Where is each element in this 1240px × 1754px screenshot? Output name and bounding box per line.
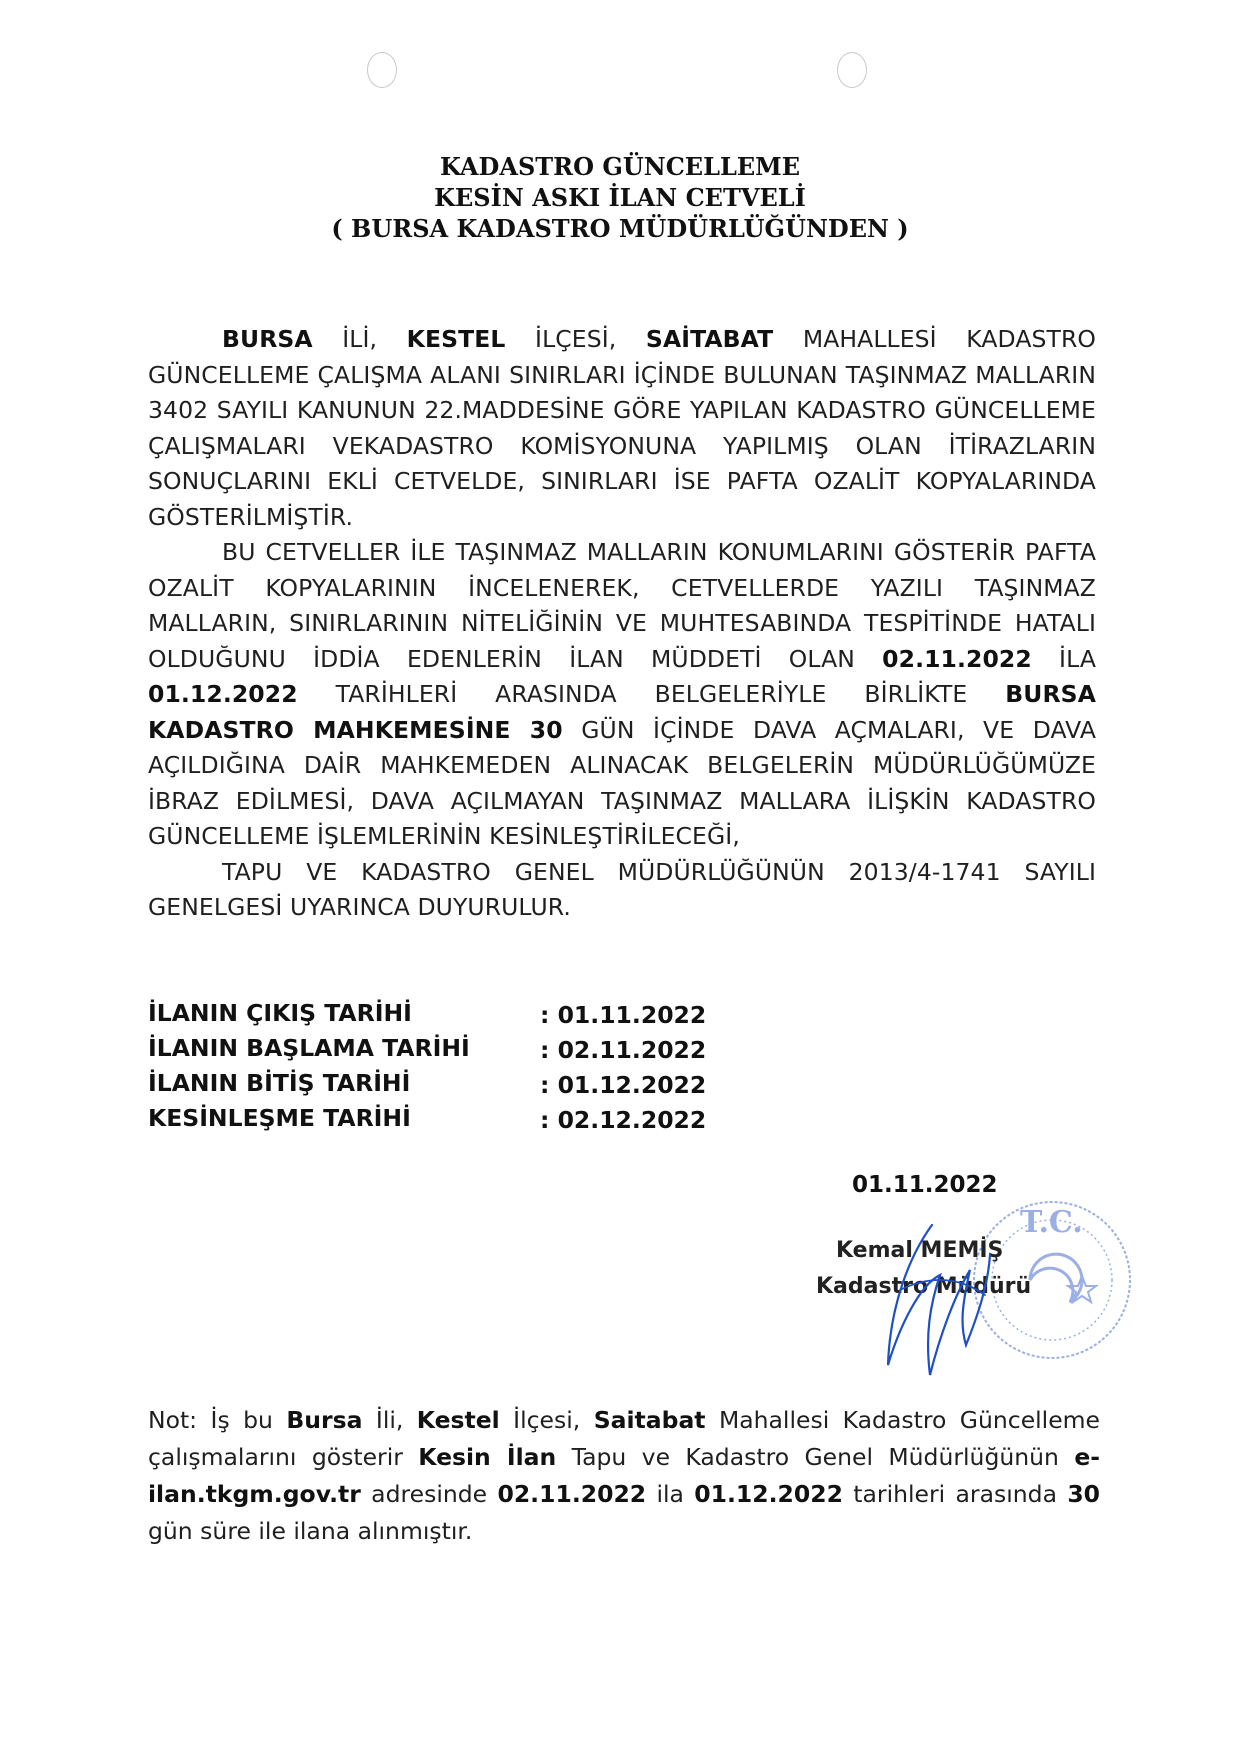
start-date: 02.11.2022 bbox=[882, 644, 1032, 673]
note-website: e-ilan.tkgm.gov.tr bbox=[148, 1443, 1101, 1508]
text-span: Not: İş bu bbox=[148, 1406, 287, 1434]
punch-hole-left bbox=[367, 52, 397, 88]
date-value: : 02.12.2022 bbox=[540, 1106, 707, 1134]
text-span: İli, bbox=[362, 1406, 417, 1434]
text-span: Tapu ve Kadastro Genel Müdürlüğünün bbox=[556, 1443, 1075, 1471]
text-span: İLİ, bbox=[312, 325, 407, 353]
title-line-3: ( BURSA KADASTRO MÜDÜRLÜĞÜNDEN ) bbox=[331, 214, 909, 243]
text-span: BU CETVELLER İLE TAŞINMAZ MALLARIN KONUMLARINI GÖSTERİR PAFTA OZALİT KOPYALARININ İNCELENEREK, CETVELLERDE YAZILI TAŞINMAZ MALLARIN, SINIRLARININ NİTELİĞİNİN VE MUHTESABINDA TESPİTİNDE HATALI OLDUĞUNU İDDİA EDENLERİN İLAN MÜDDETİ OLAN bbox=[148, 538, 1096, 673]
text-span: gün süre ile ilana alınmıştır. bbox=[148, 1517, 473, 1545]
body-paragraph-2 bbox=[148, 535, 1096, 855]
text-span: İlçesi, bbox=[499, 1406, 594, 1434]
body-paragraph-3: TAPU VE KADASTRO GENEL MÜDÜRLÜĞÜNÜN 2013/4-1741 SAYILI GENELGESİ UYARINCA DUYURULUR. bbox=[148, 857, 1096, 921]
text-span: Mahallesi Kadastro Güncelleme çalışmalarını gösterir bbox=[148, 1406, 1101, 1471]
date-value: : 02.11.2022 bbox=[540, 1036, 707, 1064]
title-line-1: KADASTRO GÜNCELLEME bbox=[440, 152, 800, 181]
district-name: KESTEL bbox=[406, 325, 506, 353]
text-span: İLA bbox=[1031, 644, 1096, 673]
province-name: BURSA bbox=[222, 325, 313, 353]
date-row bbox=[148, 1101, 748, 1136]
date-label: İLANIN BAŞLAMA TARİHİ bbox=[148, 1034, 470, 1062]
dates-table bbox=[148, 996, 748, 1136]
note-province: Bursa bbox=[286, 1406, 363, 1434]
footnote bbox=[148, 1402, 1100, 1550]
signatory-title: Kadastro Müdürü bbox=[816, 1274, 1032, 1299]
text-span: MAHALLESİ KADASTRO GÜNCELLEME ÇALIŞMA ALANI SINIRLARI İÇİNDE BULUNAN TAŞINMAZ MALLARIN 3402 SAYILI KANUNUN 22.MADDESİNE GÖRE YAPILAN KADASTRO GÜNCELLEME ÇALIŞMALARI VEKADASTRO KOMİSYONUNA YAPILMIŞ OLAN İTİRAZLARIN SONUÇLARINI EKLİ CETVELDE, SINIRLARI İSE PAFTA OZALİT KOPYALARINDA GÖSTERİLMİŞTİR. bbox=[148, 325, 1096, 531]
date-label: İLANIN ÇIKIŞ TARİHİ bbox=[148, 999, 412, 1027]
text-span: tarihleri arasında bbox=[842, 1480, 1068, 1508]
date-row bbox=[148, 1031, 748, 1066]
document-title bbox=[0, 151, 1240, 244]
date-value: : 01.12.2022 bbox=[540, 1071, 707, 1099]
seal-text: T.C. bbox=[1020, 1205, 1083, 1240]
text-span: TARİHLERİ ARASINDA BELGELERİYLE BİRLİKTE bbox=[297, 680, 1006, 708]
announcement-body bbox=[148, 322, 1096, 926]
date-row bbox=[148, 1066, 748, 1101]
signature-date: 01.11.2022 bbox=[852, 1172, 998, 1198]
end-date: 01.12.2022 bbox=[148, 680, 298, 708]
text-span: GÜN İÇİNDE DAVA AÇMALARI, VE DAVA AÇILDIĞINA DAİR MAHKEMEDEN ALINACAK BELGELERİN MÜDÜRLÜĞÜMÜZE İBRAZ EDİLMESİ, DAVA AÇILMAYAN TAŞINMAZ MALLARA İLİŞKİN KADASTRO GÜNCELLEME İŞLEMLERİNİN KESİNLEŞTİRİLECEĞİ, bbox=[148, 715, 1096, 850]
note-end-date: 01.12.2022 bbox=[694, 1480, 843, 1508]
note-start-date: 02.11.2022 bbox=[497, 1480, 647, 1508]
text-span: İLÇESİ, bbox=[505, 325, 646, 353]
note-duration: 30 bbox=[1067, 1480, 1101, 1508]
date-label: KESİNLEŞME TARİHİ bbox=[148, 1104, 411, 1132]
signatory-name: Kemal MEMİŞ bbox=[836, 1238, 1004, 1263]
note-final-notice: Kesin İlan bbox=[418, 1443, 557, 1471]
date-label: İLANIN BİTİŞ TARİHİ bbox=[148, 1069, 411, 1097]
text-span: adresinde bbox=[360, 1480, 498, 1508]
neighborhood-name: SAİTABAT bbox=[645, 325, 774, 353]
note-district: Kestel bbox=[416, 1406, 500, 1434]
note-neighborhood: Saitabat bbox=[593, 1406, 706, 1434]
title-line-2: KESİN ASKI İLAN CETVELİ bbox=[434, 183, 806, 212]
date-value: : 01.11.2022 bbox=[540, 1001, 707, 1029]
text-span: ila bbox=[646, 1480, 695, 1508]
punch-hole-right bbox=[837, 52, 867, 88]
body-paragraph-1 bbox=[148, 322, 1096, 535]
court-name: BURSA KADASTRO MAHKEMESİNE 30 bbox=[148, 680, 1096, 744]
note-paragraph bbox=[148, 1402, 1100, 1550]
handwritten-signature bbox=[870, 1215, 1000, 1385]
date-row bbox=[148, 996, 748, 1031]
